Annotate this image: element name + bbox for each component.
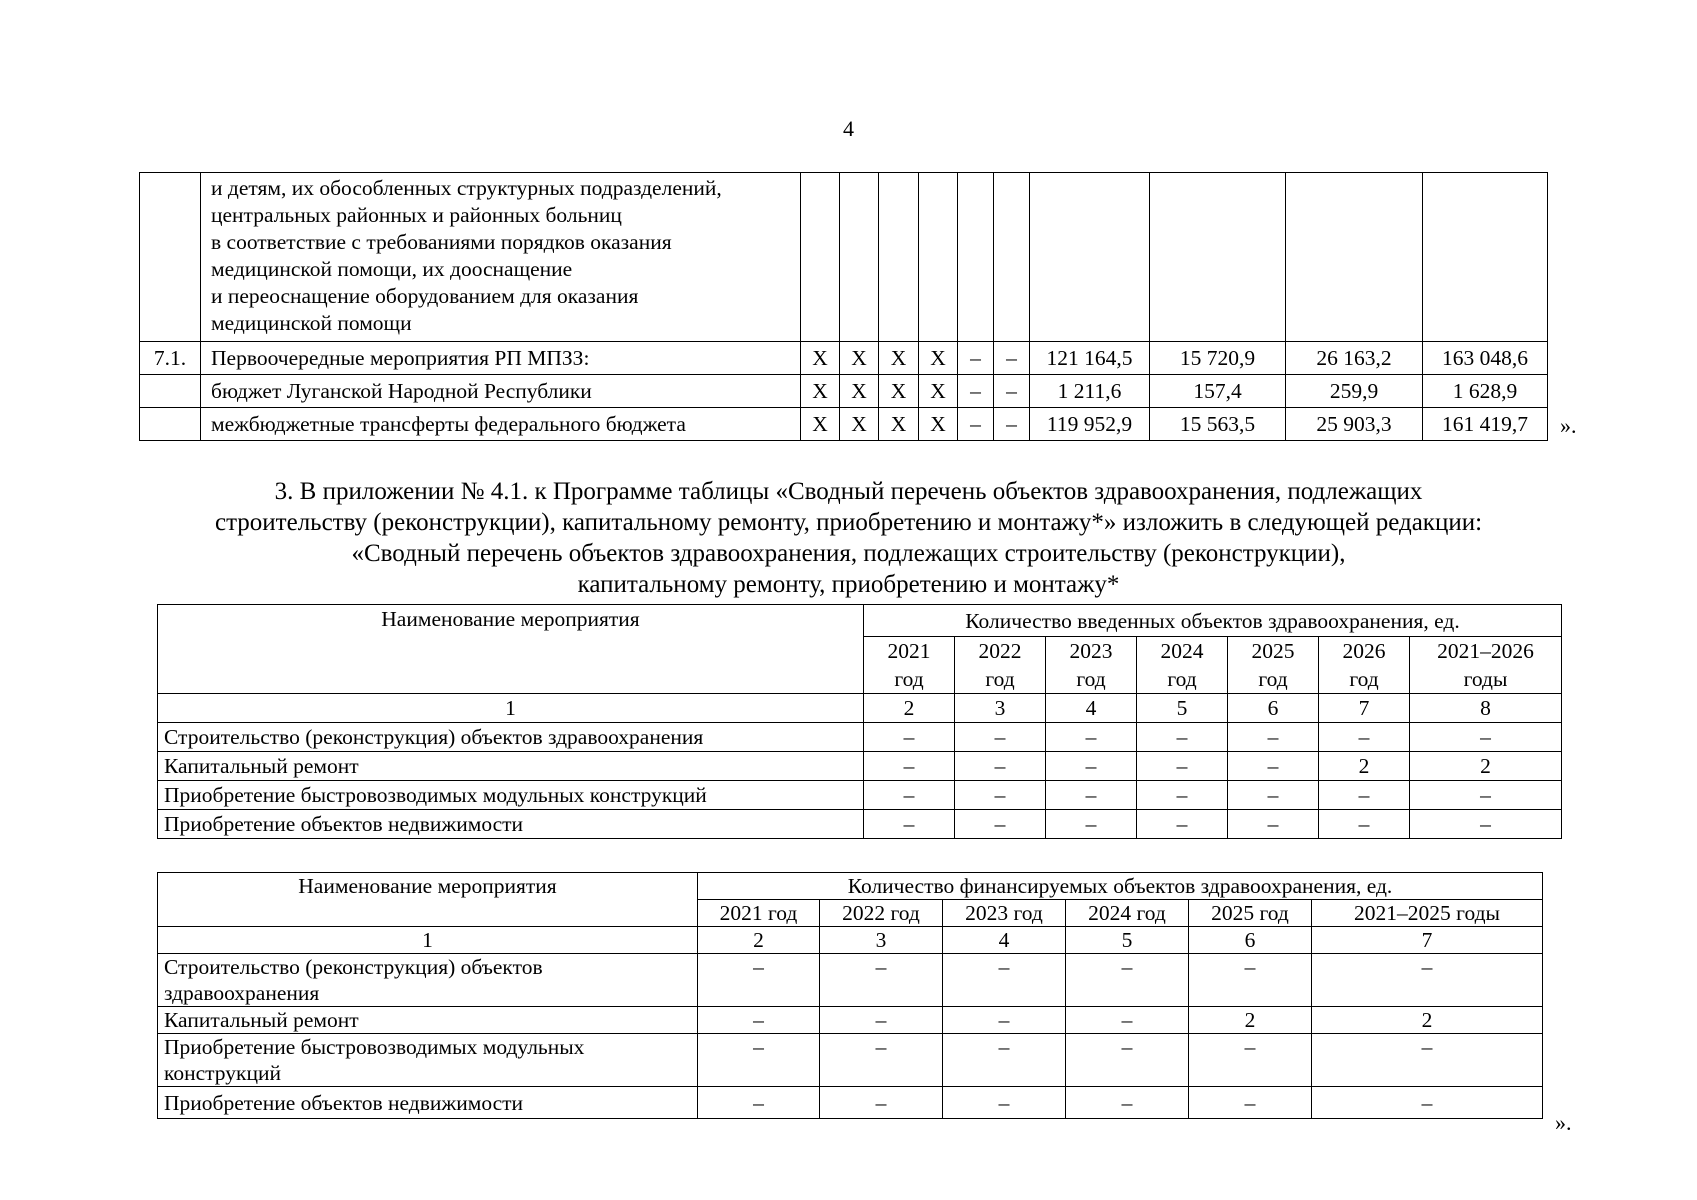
value-cell: – — [955, 723, 1046, 752]
unit: годы — [1463, 667, 1508, 691]
value-cell: – — [1410, 723, 1562, 752]
column-number-row — [158, 927, 1543, 954]
year-header — [955, 637, 1046, 694]
row-name-line: Капитальный ремонт — [164, 1008, 359, 1032]
year-header: 2024 год — [1066, 900, 1189, 927]
value-cell: – — [1137, 781, 1228, 810]
row-name: Приобретение объектов недвижимости — [158, 810, 864, 839]
value-cell: – — [1066, 1087, 1189, 1119]
row-number-cell — [140, 173, 201, 342]
table-row — [158, 1087, 1543, 1119]
value-cell: – — [1046, 810, 1137, 839]
empty-cell — [840, 173, 879, 342]
value-cell: 2 — [1189, 1007, 1312, 1034]
column-number: 8 — [1410, 694, 1562, 723]
description-line: медицинской помощи — [211, 311, 412, 335]
value-cell: – — [1137, 723, 1228, 752]
closing-quote: ». — [1555, 1110, 1572, 1135]
table-row — [158, 752, 1562, 781]
unit: год — [894, 667, 924, 691]
mark-cell: X — [919, 375, 958, 408]
value-cell: – — [955, 752, 1046, 781]
year-header — [1410, 637, 1562, 694]
value-cell: – — [943, 1007, 1066, 1034]
budget-table — [139, 172, 1548, 441]
empty-cell — [801, 173, 840, 342]
column-number: 3 — [955, 694, 1046, 723]
value-cell: – — [1066, 1007, 1189, 1034]
value-cell: – — [1312, 1034, 1543, 1087]
mark-cell: X — [919, 342, 958, 375]
page-number: 4 — [843, 116, 854, 141]
column-number: 3 — [820, 927, 943, 954]
value-cell: – — [1137, 810, 1228, 839]
year-header: 2025 год — [1189, 900, 1312, 927]
mark-cell: – — [958, 342, 994, 375]
mark-cell: X — [879, 408, 919, 441]
year: 2021 — [887, 639, 931, 663]
year-header — [864, 637, 955, 694]
mark-cell: – — [994, 408, 1030, 441]
row-name: Первоочередные мероприятия РП МПЗЗ: — [201, 342, 801, 375]
continuation-description — [201, 173, 801, 342]
empty-cell — [958, 173, 994, 342]
value-cell: – — [698, 1034, 820, 1087]
value-cell: – — [820, 954, 943, 1007]
mark-cell: X — [879, 342, 919, 375]
paragraph-line: 3. В приложении № 4.1. к Программе таблицы «Сводный перечень объектов здравоохранения, подлежащих — [274, 478, 1423, 505]
row-number: 7.1. — [140, 342, 201, 375]
column-number: 7 — [1319, 694, 1410, 723]
year-header — [1046, 637, 1137, 694]
value-cell: – — [1189, 954, 1312, 1007]
value-cell: – — [1189, 1034, 1312, 1087]
column-number: 5 — [1066, 927, 1189, 954]
value-cell: – — [1046, 781, 1137, 810]
year-header — [1137, 637, 1228, 694]
mark-cell: X — [840, 342, 879, 375]
value-cell: – — [1410, 810, 1562, 839]
value-cell: 15 563,5 — [1150, 408, 1286, 441]
row-name: бюджет Луганской Народной Республики — [201, 375, 801, 408]
unit: год — [1258, 667, 1288, 691]
mark-cell: X — [879, 375, 919, 408]
value-cell: – — [864, 723, 955, 752]
value-cell: – — [864, 810, 955, 839]
value-cell: – — [864, 752, 955, 781]
year: 2023 — [1069, 639, 1113, 663]
value-cell: – — [1312, 954, 1543, 1007]
value-cell: – — [943, 1034, 1066, 1087]
row-name-line: Приобретение быстровозводимых модульных — [164, 1035, 585, 1059]
mark-cell: – — [958, 375, 994, 408]
year: 2026 — [1342, 639, 1386, 663]
row-name — [158, 1034, 698, 1087]
table-row — [140, 342, 1548, 375]
row-name-line: здравоохранения — [164, 981, 320, 1005]
group-header: Количество введенных объектов здравоохранения, ед. — [864, 605, 1562, 637]
value-cell: – — [1046, 752, 1137, 781]
row-name — [158, 1087, 698, 1119]
mark-cell: X — [801, 375, 840, 408]
table-row — [140, 375, 1548, 408]
column-number: 4 — [1046, 694, 1137, 723]
table-title-line: капитальному ремонту, приобретению и монтажу* — [577, 571, 1120, 598]
value-cell: – — [1189, 1087, 1312, 1119]
table-row — [158, 1034, 1543, 1087]
empty-cell — [919, 173, 958, 342]
year-header — [1319, 637, 1410, 694]
table-row — [158, 781, 1562, 810]
mark-cell: X — [801, 342, 840, 375]
value-cell: 15 720,9 — [1150, 342, 1286, 375]
column-number-row — [158, 694, 1562, 723]
empty-cell — [1286, 173, 1423, 342]
unit: год — [1076, 667, 1106, 691]
table-row — [158, 810, 1562, 839]
value-cell: – — [1319, 781, 1410, 810]
value-cell: 2 — [1410, 752, 1562, 781]
value-cell: 161 419,7 — [1423, 408, 1548, 441]
value-cell: 2 — [1312, 1007, 1543, 1034]
description-line: в соответствие с требованиями порядков оказания — [211, 230, 672, 254]
row-name — [158, 954, 698, 1007]
value-cell: – — [1410, 781, 1562, 810]
row-name: Строительство (реконструкция) объектов здравоохранения — [158, 723, 864, 752]
row-name-line: Строительство (реконструкция) объектов — [164, 955, 543, 979]
mark-cell: X — [840, 408, 879, 441]
year-header: 2021 год — [698, 900, 820, 927]
column-number: 6 — [1228, 694, 1319, 723]
value-cell: – — [1228, 810, 1319, 839]
value-cell: 1 211,6 — [1030, 375, 1150, 408]
column-number: 7 — [1312, 927, 1543, 954]
value-cell: 2 — [1319, 752, 1410, 781]
commissioned-objects-table — [157, 604, 1562, 839]
year-header — [1228, 637, 1319, 694]
value-cell: 259,9 — [1286, 375, 1423, 408]
value-cell: – — [1312, 1087, 1543, 1119]
value-cell: 26 163,2 — [1286, 342, 1423, 375]
column-number: 2 — [698, 927, 820, 954]
empty-cell — [879, 173, 919, 342]
value-cell: – — [698, 954, 820, 1007]
row-name: Капитальный ремонт — [158, 752, 864, 781]
value-cell: – — [820, 1007, 943, 1034]
group-header: Количество финансируемых объектов здравоохранения, ед. — [698, 873, 1543, 900]
table-row — [158, 954, 1543, 1007]
description-line: и переоснащение оборудованием для оказания — [211, 284, 639, 308]
value-cell: – — [1319, 810, 1410, 839]
description-line: и детям, их обособленных структурных подразделений, — [211, 176, 722, 200]
value-cell: – — [1066, 954, 1189, 1007]
value-cell: – — [943, 954, 1066, 1007]
row-name: межбюджетные трансферты федерального бюджета — [201, 408, 801, 441]
value-cell: – — [1046, 723, 1137, 752]
value-cell: – — [1319, 723, 1410, 752]
mark-cell: – — [994, 375, 1030, 408]
value-cell: 163 048,6 — [1423, 342, 1548, 375]
unit: год — [1349, 667, 1379, 691]
unit: год — [1167, 667, 1197, 691]
row-number — [140, 408, 201, 441]
empty-cell — [1030, 173, 1150, 342]
description-line: центральных районных и районных больниц — [211, 203, 622, 227]
value-cell: – — [1137, 752, 1228, 781]
row-number — [140, 375, 201, 408]
table-row — [158, 1007, 1543, 1034]
value-cell: – — [955, 781, 1046, 810]
table-row — [140, 408, 1548, 441]
value-cell: – — [698, 1007, 820, 1034]
name-header: Наименование мероприятия — [158, 605, 864, 694]
year-header: 2022 год — [820, 900, 943, 927]
row-name-line: Приобретение объектов недвижимости — [164, 1090, 524, 1115]
value-cell: – — [820, 1034, 943, 1087]
value-cell: – — [820, 1087, 943, 1119]
mark-cell: X — [840, 375, 879, 408]
year: 2024 — [1160, 639, 1204, 663]
empty-cell — [1150, 173, 1286, 342]
value-cell: 1 628,9 — [1423, 375, 1548, 408]
column-number: 2 — [864, 694, 955, 723]
table-row — [158, 723, 1562, 752]
value-cell: – — [864, 781, 955, 810]
value-cell: – — [698, 1087, 820, 1119]
financed-objects-table — [157, 872, 1543, 1119]
description-line: медицинской помощи, их дооснащение — [211, 257, 573, 281]
unit: год — [985, 667, 1015, 691]
table-title-line: «Сводный перечень объектов здравоохранения, подлежащих строительству (реконструкции), — [351, 540, 1346, 567]
mark-cell: X — [801, 408, 840, 441]
value-cell: – — [955, 810, 1046, 839]
column-number: 4 — [943, 927, 1066, 954]
year: 2025 — [1251, 639, 1295, 663]
mark-cell: X — [919, 408, 958, 441]
value-cell: – — [943, 1087, 1066, 1119]
name-header: Наименование мероприятия — [158, 873, 698, 927]
value-cell: – — [1228, 781, 1319, 810]
year: 2021–2026 — [1437, 639, 1534, 663]
year-header: 2023 год — [943, 900, 1066, 927]
column-number: 5 — [1137, 694, 1228, 723]
value-cell: 119 952,9 — [1030, 408, 1150, 441]
year-header: 2021–2025 годы — [1312, 900, 1543, 927]
paragraph-line: строительству (реконструкции), капитальному ремонту, приобретению и монтажу*» изложить в следующей редакции: — [214, 509, 1483, 536]
closing-quote: ». — [1560, 413, 1577, 438]
continuation-row — [140, 173, 1548, 342]
value-cell: – — [1228, 752, 1319, 781]
column-number: 6 — [1189, 927, 1312, 954]
row-name: Приобретение быстровозводимых модульных конструкций — [158, 781, 864, 810]
value-cell: 157,4 — [1150, 375, 1286, 408]
row-name — [158, 1007, 698, 1034]
value-cell: – — [1228, 723, 1319, 752]
column-number: 1 — [158, 927, 698, 954]
value-cell: – — [1066, 1034, 1189, 1087]
year: 2022 — [978, 639, 1022, 663]
value-cell: 121 164,5 — [1030, 342, 1150, 375]
value-cell: 25 903,3 — [1286, 408, 1423, 441]
empty-cell — [994, 173, 1030, 342]
column-number: 1 — [158, 694, 864, 723]
mark-cell: – — [958, 408, 994, 441]
mark-cell: – — [994, 342, 1030, 375]
row-name-line: конструкций — [164, 1061, 281, 1085]
empty-cell — [1423, 173, 1548, 342]
